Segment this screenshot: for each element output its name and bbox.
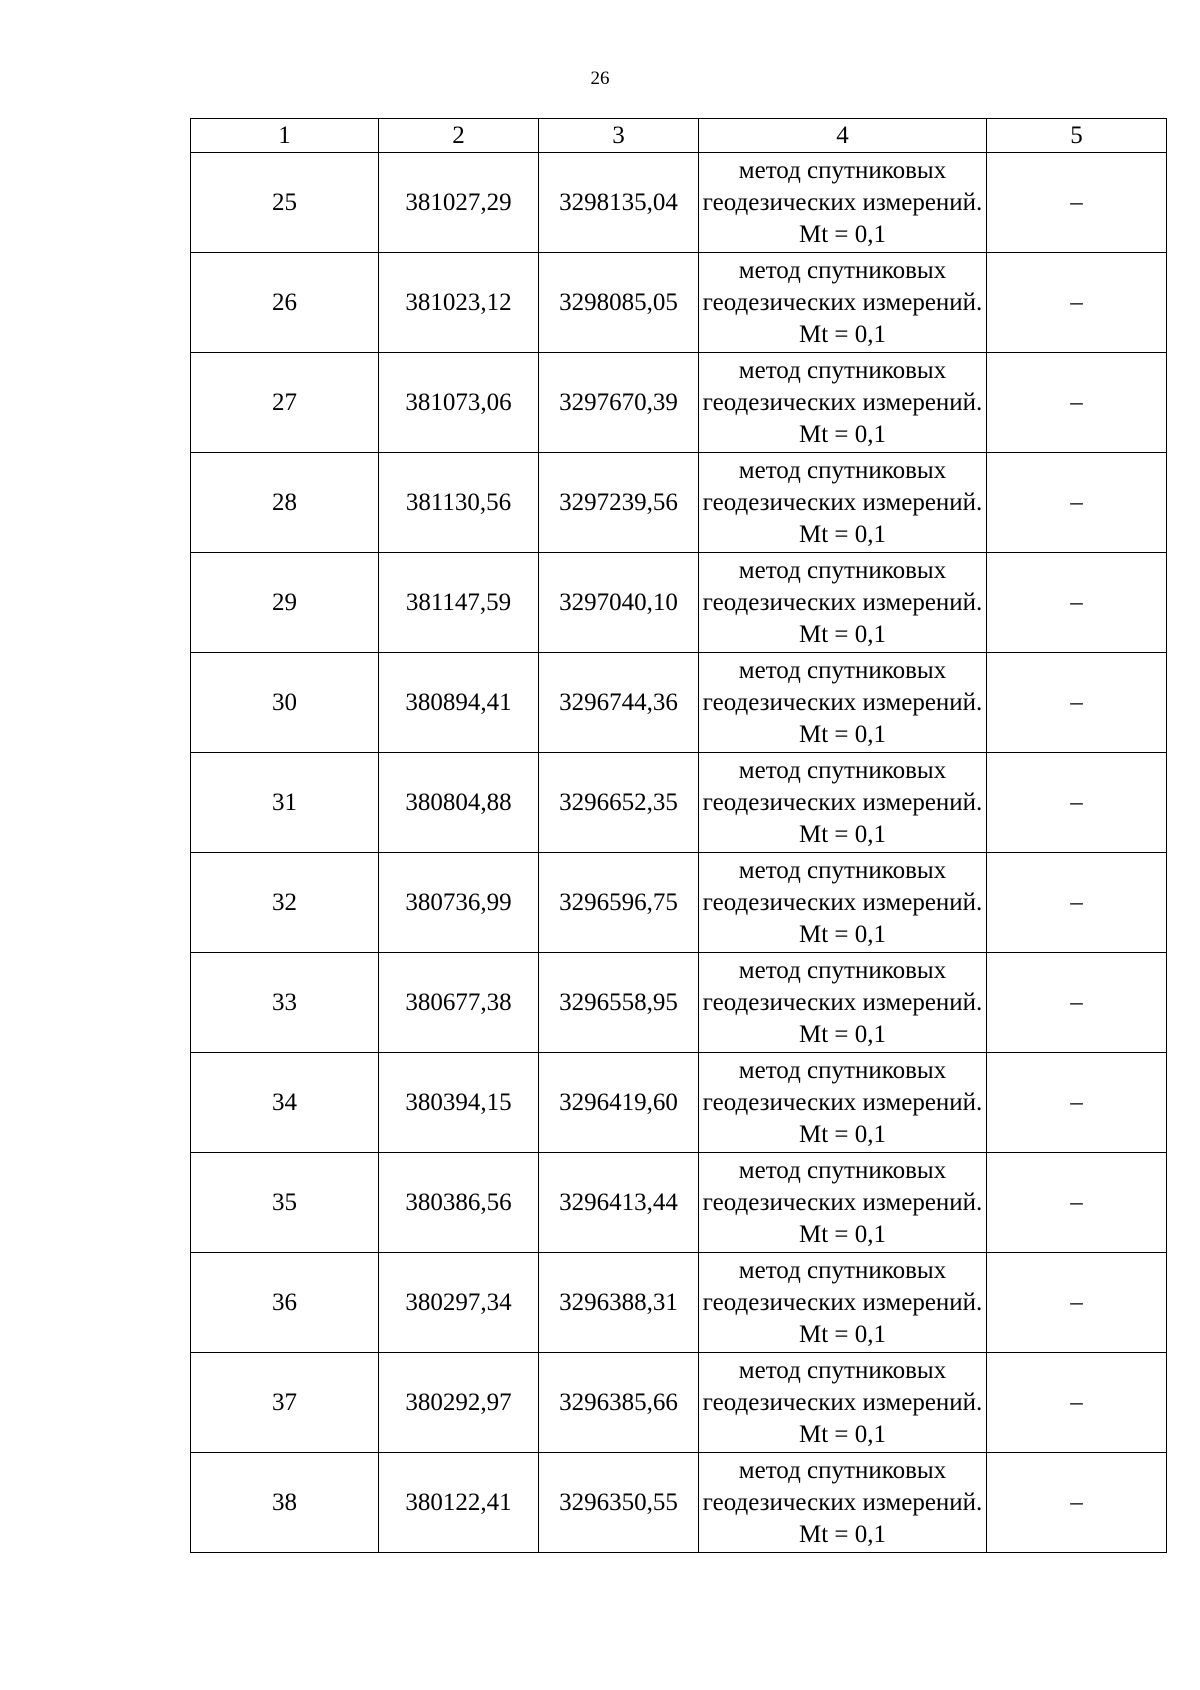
coordinates-table-container [190, 118, 1166, 1553]
column-header-1: 1 [191, 119, 379, 153]
y-coordinate-cell: 3297670,39 [539, 353, 699, 453]
note-cell: – [987, 253, 1167, 353]
y-coordinate-cell: 3298135,04 [539, 153, 699, 253]
x-coordinate-cell: 380122,41 [379, 1453, 539, 1553]
x-coordinate-cell: 380804,88 [379, 753, 539, 853]
x-coordinate-cell: 380386,56 [379, 1153, 539, 1253]
method-cell: метод спутниковых геодезических измерений. Mt = 0,1 [699, 1253, 987, 1353]
x-coordinate-cell: 380677,38 [379, 953, 539, 1053]
table-row [191, 853, 1167, 953]
table-header-row [191, 119, 1167, 153]
point-number-cell: 30 [191, 653, 379, 753]
note-cell: – [987, 653, 1167, 753]
table-body [191, 153, 1167, 1553]
method-cell: метод спутниковых геодезических измерений. Mt = 0,1 [699, 653, 987, 753]
table-row [191, 953, 1167, 1053]
point-number-cell: 33 [191, 953, 379, 1053]
table-row [191, 1353, 1167, 1453]
table-row [191, 553, 1167, 653]
point-number-cell: 28 [191, 453, 379, 553]
note-cell: – [987, 453, 1167, 553]
note-cell: – [987, 1053, 1167, 1153]
column-header-2: 2 [379, 119, 539, 153]
note-cell: – [987, 1253, 1167, 1353]
point-number-cell: 31 [191, 753, 379, 853]
y-coordinate-cell: 3296413,44 [539, 1153, 699, 1253]
point-number-cell: 29 [191, 553, 379, 653]
table-row [191, 353, 1167, 453]
table-row [191, 253, 1167, 353]
point-number-cell: 25 [191, 153, 379, 253]
point-number-cell: 32 [191, 853, 379, 953]
method-cell: метод спутниковых геодезических измерений. Mt = 0,1 [699, 953, 987, 1053]
note-cell: – [987, 553, 1167, 653]
y-coordinate-cell: 3296350,55 [539, 1453, 699, 1553]
x-coordinate-cell: 381027,29 [379, 153, 539, 253]
table-row [191, 153, 1167, 253]
note-cell: – [987, 1353, 1167, 1453]
point-number-cell: 36 [191, 1253, 379, 1353]
table-row [191, 1253, 1167, 1353]
y-coordinate-cell: 3297239,56 [539, 453, 699, 553]
note-cell: – [987, 353, 1167, 453]
method-cell: метод спутниковых геодезических измерений. Mt = 0,1 [699, 1153, 987, 1253]
point-number-cell: 35 [191, 1153, 379, 1253]
note-cell: – [987, 953, 1167, 1053]
note-cell: – [987, 153, 1167, 253]
y-coordinate-cell: 3296744,36 [539, 653, 699, 753]
point-number-cell: 37 [191, 1353, 379, 1453]
note-cell: – [987, 1153, 1167, 1253]
x-coordinate-cell: 381073,06 [379, 353, 539, 453]
point-number-cell: 38 [191, 1453, 379, 1553]
y-coordinate-cell: 3296596,75 [539, 853, 699, 953]
y-coordinate-cell: 3296385,66 [539, 1353, 699, 1453]
table-row [191, 1053, 1167, 1153]
point-number-cell: 34 [191, 1053, 379, 1153]
y-coordinate-cell: 3298085,05 [539, 253, 699, 353]
point-number-cell: 27 [191, 353, 379, 453]
method-cell: метод спутниковых геодезических измерений. Mt = 0,1 [699, 453, 987, 553]
y-coordinate-cell: 3296558,95 [539, 953, 699, 1053]
column-header-5: 5 [987, 119, 1167, 153]
method-cell: метод спутниковых геодезических измерений. Mt = 0,1 [699, 1453, 987, 1553]
table-row [191, 1153, 1167, 1253]
x-coordinate-cell: 381147,59 [379, 553, 539, 653]
x-coordinate-cell: 380394,15 [379, 1053, 539, 1153]
x-coordinate-cell: 380297,34 [379, 1253, 539, 1353]
note-cell: – [987, 853, 1167, 953]
x-coordinate-cell: 381130,56 [379, 453, 539, 553]
x-coordinate-cell: 380894,41 [379, 653, 539, 753]
page-number: 26 [590, 68, 610, 89]
x-coordinate-cell: 380736,99 [379, 853, 539, 953]
table-row [191, 753, 1167, 853]
column-header-4: 4 [699, 119, 987, 153]
method-cell: метод спутниковых геодезических измерений. Mt = 0,1 [699, 353, 987, 453]
method-cell: метод спутниковых геодезических измерений. Mt = 0,1 [699, 853, 987, 953]
y-coordinate-cell: 3296652,35 [539, 753, 699, 853]
method-cell: метод спутниковых геодезических измерений. Mt = 0,1 [699, 1053, 987, 1153]
x-coordinate-cell: 381023,12 [379, 253, 539, 353]
y-coordinate-cell: 3296419,60 [539, 1053, 699, 1153]
table-row [191, 453, 1167, 553]
table-row [191, 653, 1167, 753]
y-coordinate-cell: 3296388,31 [539, 1253, 699, 1353]
table-row [191, 1453, 1167, 1553]
column-header-3: 3 [539, 119, 699, 153]
y-coordinate-cell: 3297040,10 [539, 553, 699, 653]
note-cell: – [987, 753, 1167, 853]
coordinates-table [190, 118, 1167, 1553]
x-coordinate-cell: 380292,97 [379, 1353, 539, 1453]
note-cell: – [987, 1453, 1167, 1553]
method-cell: метод спутниковых геодезических измерений. Mt = 0,1 [699, 553, 987, 653]
point-number-cell: 26 [191, 253, 379, 353]
method-cell: метод спутниковых геодезических измерений. Mt = 0,1 [699, 753, 987, 853]
method-cell: метод спутниковых геодезических измерений. Mt = 0,1 [699, 253, 987, 353]
method-cell: метод спутниковых геодезических измерений. Mt = 0,1 [699, 1353, 987, 1453]
method-cell: метод спутниковых геодезических измерений. Mt = 0,1 [699, 153, 987, 253]
